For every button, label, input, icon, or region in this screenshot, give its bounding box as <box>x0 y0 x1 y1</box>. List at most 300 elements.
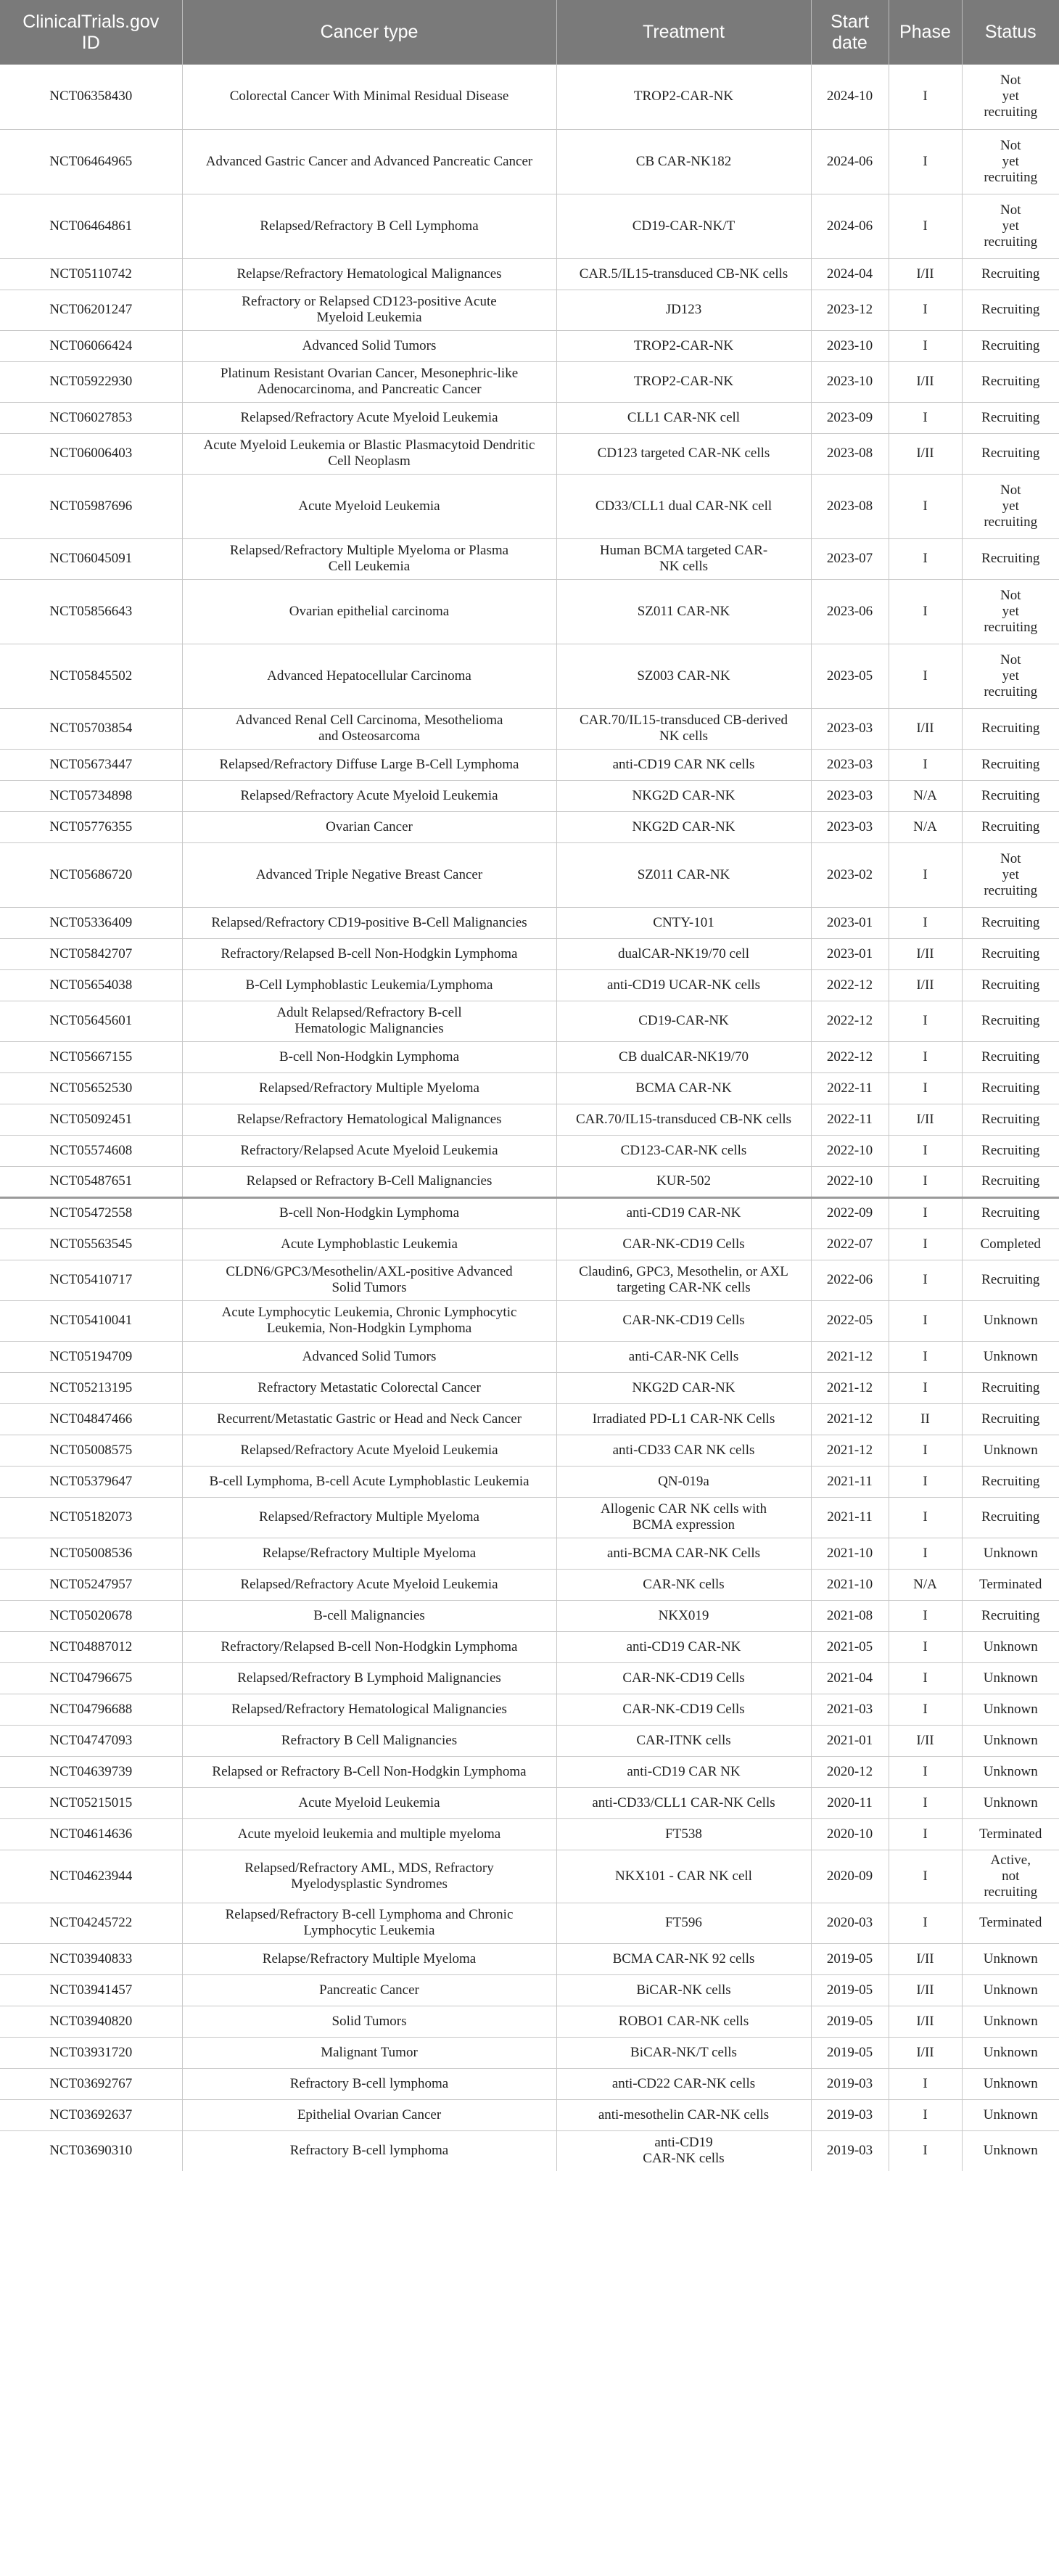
cancer-type-cell: Relapsed/Refractory Multiple Myeloma or Plasma Cell Leukemia <box>182 538 556 579</box>
treatment-cell: CAR-NK-CD19 Cells <box>556 1228 811 1260</box>
status-cell: Not yet recruiting <box>962 842 1059 907</box>
trial-id-cell: NCT05776355 <box>0 811 182 842</box>
start-date-cell: 2019-05 <box>811 1974 889 2006</box>
status-cell: Unknown <box>962 1662 1059 1694</box>
phase-cell: N/A <box>889 1569 962 1600</box>
status-cell: Unknown <box>962 1725 1059 1756</box>
treatment-cell: SZ011 CAR-NK <box>556 579 811 644</box>
cancer-type-cell: Relapsed/Refractory Hematological Malignancies <box>182 1694 556 1725</box>
table-row <box>0 2037 1059 2068</box>
header-cancer-type: Cancer type <box>182 0 556 65</box>
trial-id-cell: NCT05645601 <box>0 1001 182 1041</box>
start-date-cell: 2021-11 <box>811 1497 889 1538</box>
cancer-type-cell: Acute Lymphoblastic Leukemia <box>182 1228 556 1260</box>
cancer-type-cell: Colorectal Cancer With Minimal Residual Disease <box>182 65 556 129</box>
cancer-type-cell: Relapsed/Refractory Acute Myeloid Leukemia <box>182 402 556 433</box>
trial-id-cell: NCT05734898 <box>0 780 182 811</box>
status-cell: Recruiting <box>962 1497 1059 1538</box>
table-row <box>0 1260 1059 1300</box>
table-row <box>0 129 1059 194</box>
phase-cell: I <box>889 1631 962 1662</box>
phase-cell: I <box>889 129 962 194</box>
phase-cell: I <box>889 1756 962 1787</box>
phase-cell: I/II <box>889 361 962 402</box>
status-cell: Not yet recruiting <box>962 129 1059 194</box>
cancer-type-cell: Recurrent/Metastatic Gastric or Head and Neck Cancer <box>182 1403 556 1435</box>
header-status: Status <box>962 0 1059 65</box>
table-row <box>0 1072 1059 1104</box>
table-row <box>0 65 1059 129</box>
table-row <box>0 1372 1059 1403</box>
cancer-type-cell: Relapse/Refractory Hematological Malignances <box>182 258 556 290</box>
phase-cell: I <box>889 1497 962 1538</box>
phase-cell: I <box>889 1600 962 1631</box>
start-date-cell: 2023-03 <box>811 708 889 749</box>
trial-id-cell: NCT04747093 <box>0 1725 182 1756</box>
treatment-cell: NKG2D CAR-NK <box>556 1372 811 1403</box>
treatment-cell: CLL1 CAR-NK cell <box>556 402 811 433</box>
trial-id-cell: NCT03941457 <box>0 1974 182 2006</box>
phase-cell: I <box>889 1903 962 1943</box>
cancer-type-cell: Advanced Solid Tumors <box>182 1341 556 1372</box>
phase-cell: I/II <box>889 969 962 1001</box>
treatment-cell: Irradiated PD-L1 CAR-NK Cells <box>556 1403 811 1435</box>
trial-id-cell: NCT05213195 <box>0 1372 182 1403</box>
phase-cell: I/II <box>889 1104 962 1135</box>
treatment-cell: NKG2D CAR-NK <box>556 780 811 811</box>
phase-cell: I <box>889 1538 962 1569</box>
table-row <box>0 1631 1059 1662</box>
start-date-cell: 2023-02 <box>811 842 889 907</box>
cancer-type-cell: Relapsed/Refractory Diffuse Large B-Cell Lymphoma <box>182 749 556 780</box>
phase-cell: I <box>889 579 962 644</box>
phase-cell: I <box>889 1466 962 1497</box>
phase-cell: II <box>889 1403 962 1435</box>
treatment-cell: TROP2-CAR-NK <box>556 65 811 129</box>
trial-id-cell: NCT03692637 <box>0 2099 182 2130</box>
treatment-cell: Allogenic CAR NK cells with BCMA expression <box>556 1497 811 1538</box>
trial-id-cell: NCT05563545 <box>0 1228 182 1260</box>
treatment-cell: CD19-CAR-NK/T <box>556 194 811 258</box>
treatment-cell: FT538 <box>556 1818 811 1850</box>
cancer-type-cell: Relapsed or Refractory B-Cell Non-Hodgkin Lymphoma <box>182 1756 556 1787</box>
status-cell: Recruiting <box>962 1041 1059 1072</box>
start-date-cell: 2022-11 <box>811 1072 889 1104</box>
cancer-type-cell: Malignant Tumor <box>182 2037 556 2068</box>
status-cell: Recruiting <box>962 258 1059 290</box>
status-cell: Unknown <box>962 2006 1059 2037</box>
cancer-type-cell: Ovarian epithelial carcinoma <box>182 579 556 644</box>
phase-cell: I <box>889 538 962 579</box>
cancer-type-cell: Relapse/Refractory Multiple Myeloma <box>182 1538 556 1569</box>
phase-cell: I/II <box>889 433 962 474</box>
trial-id-cell: NCT04623944 <box>0 1850 182 1903</box>
table-row <box>0 1818 1059 1850</box>
cancer-type-cell: Advanced Triple Negative Breast Cancer <box>182 842 556 907</box>
start-date-cell: 2023-08 <box>811 433 889 474</box>
trial-id-cell: NCT06201247 <box>0 290 182 330</box>
phase-cell: I/II <box>889 2006 962 2037</box>
status-cell: Recruiting <box>962 907 1059 938</box>
table-header <box>0 0 1059 65</box>
phase-cell: I <box>889 1435 962 1466</box>
start-date-cell: 2023-03 <box>811 811 889 842</box>
treatment-cell: anti-CD19 CAR NK cells <box>556 749 811 780</box>
treatment-cell: NKX019 <box>556 1600 811 1631</box>
trial-id-cell: NCT04796675 <box>0 1662 182 1694</box>
phase-cell: I <box>889 1228 962 1260</box>
status-cell: Recruiting <box>962 290 1059 330</box>
cancer-type-cell: Acute Myeloid Leukemia <box>182 474 556 538</box>
treatment-cell: dualCAR-NK19/70 cell <box>556 938 811 969</box>
start-date-cell: 2020-09 <box>811 1850 889 1903</box>
start-date-cell: 2021-08 <box>811 1600 889 1631</box>
start-date-cell: 2024-06 <box>811 129 889 194</box>
table-row <box>0 1725 1059 1756</box>
trial-id-cell: NCT05110742 <box>0 258 182 290</box>
start-date-cell: 2021-11 <box>811 1466 889 1497</box>
trial-id-cell: NCT05574608 <box>0 1135 182 1166</box>
treatment-cell: TROP2-CAR-NK <box>556 361 811 402</box>
cancer-type-cell: Advanced Renal Cell Carcinoma, Mesothelioma and Osteosarcoma <box>182 708 556 749</box>
table-row <box>0 1694 1059 1725</box>
status-cell: Unknown <box>962 1300 1059 1341</box>
cancer-type-cell: Relapsed/Refractory Multiple Myeloma <box>182 1497 556 1538</box>
status-cell: Recruiting <box>962 1197 1059 1228</box>
table-row <box>0 708 1059 749</box>
treatment-cell: Claudin6, GPC3, Mesothelin, or AXL targeting CAR-NK cells <box>556 1260 811 1300</box>
treatment-cell: CAR.5/IL15-transduced CB-NK cells <box>556 258 811 290</box>
treatment-cell: anti-CD33/CLL1 CAR-NK Cells <box>556 1787 811 1818</box>
treatment-cell: CD123 targeted CAR-NK cells <box>556 433 811 474</box>
start-date-cell: 2020-03 <box>811 1903 889 1943</box>
treatment-cell: CAR-ITNK cells <box>556 1725 811 1756</box>
phase-cell: I <box>889 1694 962 1725</box>
status-cell: Unknown <box>962 2130 1059 2171</box>
status-cell: Recruiting <box>962 1104 1059 1135</box>
table-row <box>0 402 1059 433</box>
phase-cell: I <box>889 65 962 129</box>
cancer-type-cell: Refractory or Relapsed CD123-positive Acute Myeloid Leukemia <box>182 290 556 330</box>
table-row <box>0 2068 1059 2099</box>
table-row <box>0 780 1059 811</box>
table-row <box>0 2006 1059 2037</box>
cancer-type-cell: Refractory/Relapsed B-cell Non-Hodgkin Lymphoma <box>182 938 556 969</box>
status-cell: Active, not recruiting <box>962 1850 1059 1903</box>
trial-id-cell: NCT05379647 <box>0 1466 182 1497</box>
table-row <box>0 811 1059 842</box>
trial-id-cell: NCT04614636 <box>0 1818 182 1850</box>
cancer-type-cell: Epithelial Ovarian Cancer <box>182 2099 556 2130</box>
status-cell: Recruiting <box>962 1600 1059 1631</box>
trial-id-cell: NCT06027853 <box>0 402 182 433</box>
phase-cell: I <box>889 1041 962 1072</box>
table-row <box>0 1600 1059 1631</box>
treatment-cell: CB CAR-NK182 <box>556 129 811 194</box>
start-date-cell: 2022-10 <box>811 1135 889 1166</box>
start-date-cell: 2022-12 <box>811 1001 889 1041</box>
cancer-type-cell: B-cell Non-Hodgkin Lymphoma <box>182 1197 556 1228</box>
trial-id-cell: NCT06045091 <box>0 538 182 579</box>
start-date-cell: 2024-06 <box>811 194 889 258</box>
phase-cell: I <box>889 402 962 433</box>
treatment-cell: CNTY-101 <box>556 907 811 938</box>
phase-cell: N/A <box>889 780 962 811</box>
phase-cell: I <box>889 842 962 907</box>
table-row <box>0 938 1059 969</box>
trial-id-cell: NCT06066424 <box>0 330 182 361</box>
status-cell: Not yet recruiting <box>962 474 1059 538</box>
table-row <box>0 361 1059 402</box>
treatment-cell: NKG2D CAR-NK <box>556 811 811 842</box>
trial-id-cell: NCT03692767 <box>0 2068 182 2099</box>
start-date-cell: 2023-09 <box>811 402 889 433</box>
status-cell: Recruiting <box>962 1403 1059 1435</box>
trial-id-cell: NCT05410041 <box>0 1300 182 1341</box>
treatment-cell: BiCAR-NK/T cells <box>556 2037 811 2068</box>
status-cell: Unknown <box>962 1631 1059 1662</box>
table-row <box>0 644 1059 708</box>
table-row <box>0 842 1059 907</box>
table-row <box>0 1903 1059 1943</box>
table-row <box>0 1197 1059 1228</box>
treatment-cell: anti-BCMA CAR-NK Cells <box>556 1538 811 1569</box>
table-row <box>0 1104 1059 1135</box>
start-date-cell: 2019-05 <box>811 2006 889 2037</box>
start-date-cell: 2023-07 <box>811 538 889 579</box>
cancer-type-cell: Acute Myeloid Leukemia <box>182 1787 556 1818</box>
cancer-type-cell: Refractory Metastatic Colorectal Cancer <box>182 1372 556 1403</box>
cancer-type-cell: Relapsed/Refractory Acute Myeloid Leukemia <box>182 1435 556 1466</box>
table-row <box>0 290 1059 330</box>
start-date-cell: 2023-01 <box>811 938 889 969</box>
start-date-cell: 2019-03 <box>811 2130 889 2171</box>
table-row <box>0 1166 1059 1197</box>
status-cell: Not yet recruiting <box>962 65 1059 129</box>
status-cell: Recruiting <box>962 1001 1059 1041</box>
trial-id-cell: NCT05703854 <box>0 708 182 749</box>
status-cell: Terminated <box>962 1569 1059 1600</box>
trial-id-cell: NCT05487651 <box>0 1166 182 1197</box>
table-row <box>0 1403 1059 1435</box>
header-treatment: Treatment <box>556 0 811 65</box>
header-phase: Phase <box>889 0 962 65</box>
status-cell: Recruiting <box>962 780 1059 811</box>
start-date-cell: 2021-12 <box>811 1341 889 1372</box>
trial-id-cell: NCT05020678 <box>0 1600 182 1631</box>
start-date-cell: 2021-12 <box>811 1435 889 1466</box>
start-date-cell: 2022-09 <box>811 1197 889 1228</box>
cancer-type-cell: Relapsed/Refractory B Lymphoid Malignancies <box>182 1662 556 1694</box>
start-date-cell: 2022-12 <box>811 1041 889 1072</box>
table-row <box>0 1538 1059 1569</box>
start-date-cell: 2019-05 <box>811 1943 889 1974</box>
start-date-cell: 2020-11 <box>811 1787 889 1818</box>
table-row <box>0 1974 1059 2006</box>
trial-id-cell: NCT05686720 <box>0 842 182 907</box>
trial-id-cell: NCT05667155 <box>0 1041 182 1072</box>
trial-id-cell: NCT04796688 <box>0 1694 182 1725</box>
trial-id-cell: NCT05008536 <box>0 1538 182 1569</box>
cancer-type-cell: B-cell Malignancies <box>182 1600 556 1631</box>
cancer-type-cell: Relapsed or Refractory B-Cell Malignancies <box>182 1166 556 1197</box>
status-cell: Recruiting <box>962 938 1059 969</box>
treatment-cell: CD123-CAR-NK cells <box>556 1135 811 1166</box>
cancer-type-cell: Relapsed/Refractory Acute Myeloid Leukemia <box>182 1569 556 1600</box>
phase-cell: I/II <box>889 1943 962 1974</box>
table-row <box>0 1135 1059 1166</box>
table-row <box>0 1497 1059 1538</box>
status-cell: Recruiting <box>962 1166 1059 1197</box>
header-row <box>0 0 1059 65</box>
cancer-type-cell: Pancreatic Cancer <box>182 1974 556 2006</box>
phase-cell: I <box>889 1197 962 1228</box>
status-cell: Recruiting <box>962 1260 1059 1300</box>
status-cell: Completed <box>962 1228 1059 1260</box>
start-date-cell: 2023-10 <box>811 361 889 402</box>
status-cell: Unknown <box>962 2099 1059 2130</box>
treatment-cell: JD123 <box>556 290 811 330</box>
phase-cell: I <box>889 2099 962 2130</box>
status-cell: Unknown <box>962 1341 1059 1372</box>
trial-id-cell: NCT04887012 <box>0 1631 182 1662</box>
phase-cell: I <box>889 1300 962 1341</box>
start-date-cell: 2020-12 <box>811 1756 889 1787</box>
treatment-cell: ROBO1 CAR-NK cells <box>556 2006 811 2037</box>
start-date-cell: 2021-04 <box>811 1662 889 1694</box>
phase-cell: I <box>889 644 962 708</box>
table-row <box>0 969 1059 1001</box>
trial-id-cell: NCT05194709 <box>0 1341 182 1372</box>
status-cell: Recruiting <box>962 1135 1059 1166</box>
status-cell: Terminated <box>962 1903 1059 1943</box>
table-row <box>0 1569 1059 1600</box>
status-cell: Recruiting <box>962 969 1059 1001</box>
status-cell: Recruiting <box>962 330 1059 361</box>
trial-id-cell: NCT05845502 <box>0 644 182 708</box>
trial-id-cell: NCT05652530 <box>0 1072 182 1104</box>
table-row <box>0 1787 1059 1818</box>
status-cell: Unknown <box>962 1538 1059 1569</box>
phase-cell: I <box>889 290 962 330</box>
trial-id-cell: NCT06358430 <box>0 65 182 129</box>
trial-id-cell: NCT05472558 <box>0 1197 182 1228</box>
phase-cell: I <box>889 474 962 538</box>
phase-cell: I <box>889 2130 962 2171</box>
trial-id-cell: NCT06006403 <box>0 433 182 474</box>
treatment-cell: CB dualCAR-NK19/70 <box>556 1041 811 1072</box>
treatment-cell: anti-CD19 CAR-NK <box>556 1631 811 1662</box>
start-date-cell: 2021-10 <box>811 1538 889 1569</box>
treatment-cell: BCMA CAR-NK <box>556 1072 811 1104</box>
phase-cell: I/II <box>889 2037 962 2068</box>
phase-cell: I <box>889 2068 962 2099</box>
cancer-type-cell: B-Cell Lymphoblastic Leukemia/Lymphoma <box>182 969 556 1001</box>
start-date-cell: 2023-08 <box>811 474 889 538</box>
trial-id-cell: NCT05182073 <box>0 1497 182 1538</box>
status-cell: Unknown <box>962 2037 1059 2068</box>
table-row <box>0 474 1059 538</box>
trial-id-cell: NCT04639739 <box>0 1756 182 1787</box>
start-date-cell: 2023-06 <box>811 579 889 644</box>
status-cell: Unknown <box>962 1435 1059 1466</box>
trial-id-cell: NCT03940833 <box>0 1943 182 1974</box>
header-start-date: Start date <box>811 0 889 65</box>
start-date-cell: 2023-12 <box>811 290 889 330</box>
treatment-cell: CAR.70/IL15-transduced CB-derived NK cells <box>556 708 811 749</box>
start-date-cell: 2024-04 <box>811 258 889 290</box>
phase-cell: I/II <box>889 1974 962 2006</box>
cancer-type-cell: Advanced Gastric Cancer and Advanced Pancreatic Cancer <box>182 129 556 194</box>
trial-id-cell: NCT06464861 <box>0 194 182 258</box>
treatment-cell: SZ011 CAR-NK <box>556 842 811 907</box>
cancer-type-cell: Refractory B-cell lymphoma <box>182 2130 556 2171</box>
cancer-type-cell: Refractory/Relapsed B-cell Non-Hodgkin Lymphoma <box>182 1631 556 1662</box>
cancer-type-cell: Relapse/Refractory Hematological Malignances <box>182 1104 556 1135</box>
trial-id-cell: NCT05092451 <box>0 1104 182 1135</box>
phase-cell: I <box>889 1662 962 1694</box>
status-cell: Unknown <box>962 2068 1059 2099</box>
start-date-cell: 2022-12 <box>811 969 889 1001</box>
table-row <box>0 1300 1059 1341</box>
table-row <box>0 1341 1059 1372</box>
start-date-cell: 2021-01 <box>811 1725 889 1756</box>
cancer-type-cell: B-cell Lymphoma, B-cell Acute Lymphoblastic Leukemia <box>182 1466 556 1497</box>
cancer-type-cell: Relapsed/Refractory Acute Myeloid Leukemia <box>182 780 556 811</box>
treatment-cell: SZ003 CAR-NK <box>556 644 811 708</box>
start-date-cell: 2019-03 <box>811 2068 889 2099</box>
treatment-cell: TROP2-CAR-NK <box>556 330 811 361</box>
treatment-cell: QN-019a <box>556 1466 811 1497</box>
table-row <box>0 538 1059 579</box>
trial-id-cell: NCT05856643 <box>0 579 182 644</box>
treatment-cell: anti-CD19 CAR-NK <box>556 1197 811 1228</box>
start-date-cell: 2022-11 <box>811 1104 889 1135</box>
treatment-cell: anti-CAR-NK Cells <box>556 1341 811 1372</box>
start-date-cell: 2021-03 <box>811 1694 889 1725</box>
treatment-cell: anti-mesothelin CAR-NK cells <box>556 2099 811 2130</box>
status-cell: Recruiting <box>962 538 1059 579</box>
status-cell: Recruiting <box>962 811 1059 842</box>
start-date-cell: 2021-10 <box>811 1569 889 1600</box>
status-cell: Unknown <box>962 1756 1059 1787</box>
table-row <box>0 907 1059 938</box>
phase-cell: I <box>889 1260 962 1300</box>
status-cell: Not yet recruiting <box>962 644 1059 708</box>
table-row <box>0 1041 1059 1072</box>
phase-cell: I <box>889 1072 962 1104</box>
status-cell: Recruiting <box>962 1466 1059 1497</box>
start-date-cell: 2024-10 <box>811 65 889 129</box>
status-cell: Recruiting <box>962 708 1059 749</box>
cancer-type-cell: Refractory B-cell lymphoma <box>182 2068 556 2099</box>
phase-cell: I <box>889 330 962 361</box>
status-cell: Recruiting <box>962 402 1059 433</box>
phase-cell: I <box>889 194 962 258</box>
status-cell: Recruiting <box>962 1072 1059 1104</box>
treatment-cell: BiCAR-NK cells <box>556 1974 811 2006</box>
cancer-type-cell: Relapsed/Refractory Multiple Myeloma <box>182 1072 556 1104</box>
cancer-type-cell: Relapsed/Refractory B-cell Lymphoma and Chronic Lymphocytic Leukemia <box>182 1903 556 1943</box>
treatment-cell: BCMA CAR-NK 92 cells <box>556 1943 811 1974</box>
table-row <box>0 258 1059 290</box>
trial-id-cell: NCT03931720 <box>0 2037 182 2068</box>
status-cell: Not yet recruiting <box>962 194 1059 258</box>
cancer-type-cell: Acute Lymphocytic Leukemia, Chronic Lymphocytic Leukemia, Non-Hodgkin Lymphoma <box>182 1300 556 1341</box>
cancer-type-cell: Acute Myeloid Leukemia or Blastic Plasmacytoid Dendritic Cell Neoplasm <box>182 433 556 474</box>
treatment-cell: CAR-NK-CD19 Cells <box>556 1694 811 1725</box>
status-cell: Terminated <box>962 1818 1059 1850</box>
